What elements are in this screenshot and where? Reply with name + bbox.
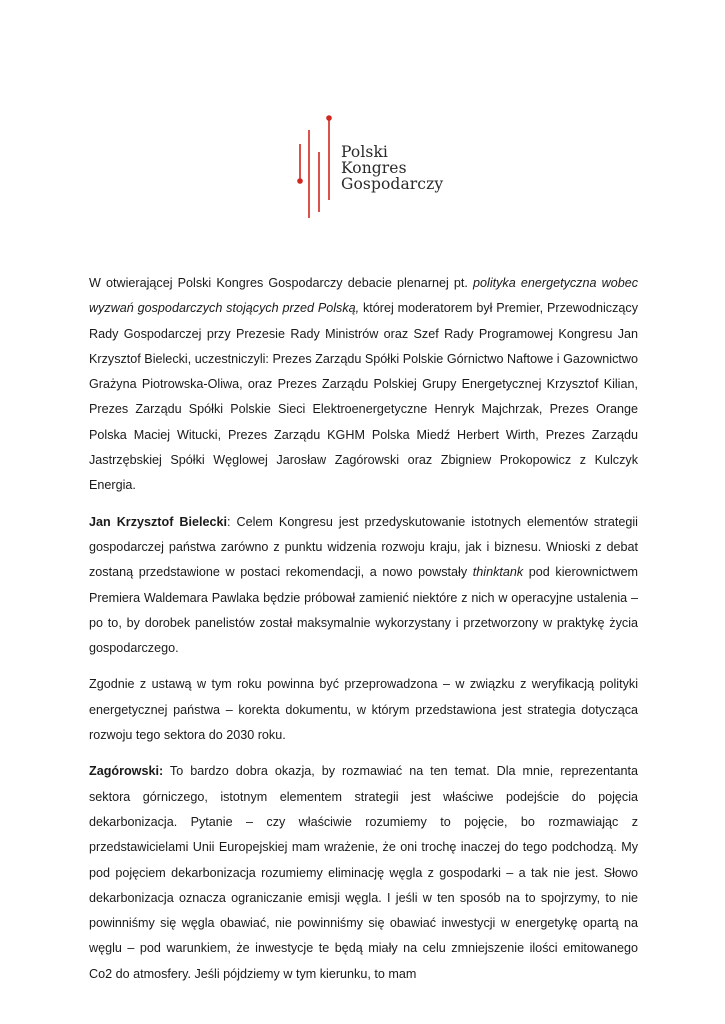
logo-line-3: Gospodarczy [341,175,444,193]
logo-line-1: Polski [341,143,388,161]
bielecki-text-1: : Celem Kongresu jest przedyskutowanie istotnych elementów strategii gospodarczej państwa zarówno z punktu widzenia rozwoju kraju, jak i biznesu. Wnioski z debat zostaną przedstawione w postaci rekomendacji, a nowo powstały [89,514,638,580]
logo-wordmark [341,144,443,192]
intro-text-1: W otwierającej Polski Kongres Gospodarczy debacie plenarnej pt. [89,276,474,290]
document-body [89,271,638,998]
thinktank-term: thinktank [472,565,524,580]
intro-debate-title: polityka energetyczna wobec wyzwań gospodarczych stojących przed Polską, [89,276,638,316]
speaker-name: Jan Krzysztof Bielecki [89,514,228,529]
speaker-name: Zagórowski: [89,764,164,779]
strategy-text: Zgodnie z ustawą w tym roku powinna być przeprowadzona – w związku z weryfikacją polityki energetycznej państwa – korekta dokumentu, w którym przedstawiona jest strategia dotycząca rozwoju tego sektora do 2030 roku. [89,677,638,743]
zagorowski-text: To bardzo dobra okazja, by rozmawiać na ten temat. Dla mnie, reprezentanta sektora górniczego, istotnym elementem strategii jest właściwe podejście do pojęcia dekarbonizacja. Pytanie – czy właściwie rozumiemy to pojęcie, bo rozmawiając z przedstawicielami Unii Europejskiej mam wrażenie, że oni trochę inaczej do tego podchodzą. My pod pojęciem dekarbonizacja rozumiemy eliminację węgla z gospodarki – a tak nie jest. Słowo dekarbonizacja oznacza ograniczanie emisji węgla. I jeśli w ten sposób na to spojrzymy, to nie powinniśmy się węgla obawiać, nie powinniśmy się obawiać inwestycji w energetykę opartą na węglu – pod warunkiem, że inwestycje te będą miały na celu zmniejszenie ilości emitowanego Co2 do atmosfery. Jeśli pójdziemy w tym kierunku, to mam [89,764,638,981]
bielecki-text-2: pod kierownictwem Premiera Waldemara Pawlaka będzie próbował zamienić niektóre z nich w operacyjne ustalenia – po to, by dorobek panelistów został maksymalnie wykorzystany i przetworzony w praktykę życia gospodarczego. [89,565,638,656]
logo-bars-icon [296,112,336,224]
paragraph-bielecki [89,510,638,662]
paragraph-strategy [89,672,638,748]
paragraph-zagorowski [89,759,638,987]
intro-text-2: której moderatorem był Premier, Przewodniczący Rady Gospodarczej przy Prezesie Rady Ministrów oraz Szef Rady Programowej Kongresu Jan Krzysztof Bielecki, uczestniczyli: Prezes Zarządu Spółki Polskie Górnictwo Naftowe i Gazownictwo Grażyna Piotrowska-Oliwa, oraz Prezes Zarządu Polskiej Grupy Energetycznej Krzysztof Kilian, Prezes Zarządu Spółki Polskie Sieci Elektroenergetyczne Henryk Majchrzak, Prezes Orange Polska Maciej Witucki, Prezes Zarządu KGHM Polska Miedź Herbert Wirth, Prezes Zarządu Jastrzębskiej Spółki Węglowej Jarosław Zagórowski oraz Zbigniew Prokopowicz z Kulczyk Energia. [89,301,638,493]
congress-logo [296,112,446,224]
paragraph-intro [89,271,638,499]
logo-line-2: Kongres [341,159,407,177]
